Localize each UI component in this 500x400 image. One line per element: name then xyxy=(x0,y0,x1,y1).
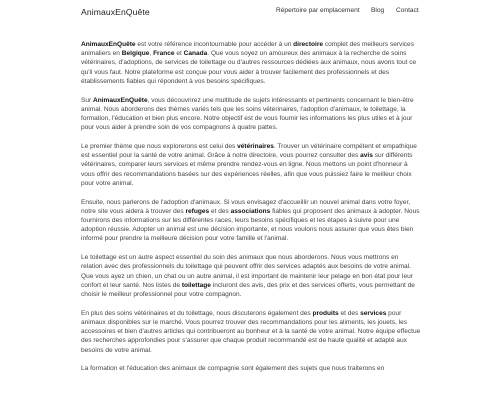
text-run: pour animaux disponibles sur le marché. Vous pourrez trouver des recommandations pour les aliments, les jouets, les accessoires et bien d'autres articles qui contribueront au bonheur et à la santé de votre animal. Notre équipe effectue des recherches approfondies pour s'assurer que chaque produit recommandé est de haute qualité et adapté aux besoins de votre animal. xyxy=(81,309,421,354)
intro-paragraph xyxy=(81,40,421,86)
bold-keyword: toilettage xyxy=(181,281,211,289)
bold-keyword: vétérinaires xyxy=(237,143,274,151)
text-run: est votre référence incontournable pour accéder à un xyxy=(135,41,294,48)
bold-keyword: AnimauxEnQuête xyxy=(81,41,136,48)
bold-keyword: directoire xyxy=(293,41,324,48)
text-run: complet des meilleurs services animaliers en xyxy=(81,41,414,58)
text-run: Ensuite, nous parlerons de l'adoption d'animaux. Si vous envisagez d'accueillir un nouvel animal dans votre foyer, notre site vous aidera à trouver des xyxy=(81,198,411,215)
text-run: et des xyxy=(338,309,361,317)
grooming-paragraph xyxy=(81,253,421,299)
text-run: En plus des soins vétérinaires et du toilettage, nous discuterons également des xyxy=(81,309,313,317)
topics-paragraph xyxy=(81,96,421,133)
bold-keyword: refuges xyxy=(185,207,210,215)
text-run: Sur xyxy=(81,96,94,104)
text-run: . Trouver un vétérinaire compétent et empathique est essentiel pour la santé de votre animal. Grâce à notre directoire, vous pourrez consulter des xyxy=(81,143,417,160)
nav-link-contact[interactable]: Contact xyxy=(396,7,419,14)
bold-keyword: avis xyxy=(360,152,373,160)
bold-keyword: associations xyxy=(230,207,271,215)
bold-keyword: Belgique xyxy=(121,50,150,58)
text-run: et xyxy=(174,50,184,58)
bold-keyword: services xyxy=(360,309,387,317)
text-run: Le premier thème que nous explorerons est celui des xyxy=(81,143,238,151)
text-run: fiables qui proposent des animaux à adopter. Nous fournirons des informations sur les différentes races, leurs besoins spécifiques et les étapes à suivre pour une adoption réussie. Adopter un animal est une décision importante, et nous voulons nous assurer que vous êtes bien informé pour prendre la meilleure décision pour votre famille et l'animal. xyxy=(81,207,420,243)
text-run: , xyxy=(149,50,154,58)
site-header xyxy=(0,0,500,24)
site-logo-link[interactable]: AnimauxEnQuête xyxy=(81,7,150,17)
text-run: sur différents vétérinaires, comparer leurs services et même prendre rendez-vous en ligne. Nous mettons un point d'honneur à vous offrir des recommandations basées sur des expériences réelles, afin que vous puissiez faire le meilleur choix pour votre animal. xyxy=(81,152,413,187)
nav-link-blog[interactable]: Blog xyxy=(371,7,385,14)
text-run: . Que vous soyez un amoureux des animaux à la recherche de soins vétérinaires, d'adoptions, de services de toilettage ou d'autres ressources dédiées aux animaux, nous avons tout ce qu'il vous faut. Notre plateforme est conçue pour vous aider à trouver facilement des professionnels et des établissements fiables qui répondent à vos besoins spécifiques. xyxy=(81,50,417,85)
bold-keyword: France xyxy=(153,50,175,58)
bold-keyword: Canada xyxy=(183,50,208,58)
bold-keyword: AnimauxEnQuête xyxy=(93,96,148,104)
products-paragraph xyxy=(81,309,421,355)
text-run: La formation et l'éducation des animaux de compagnie sont également des sujets que nous traiterons en xyxy=(81,365,385,373)
text-run: , vous découvrirez une multitude de sujets intéressants et pertinents concernant le bien-être animal. Nous aborderons des thèmes variés tels que les soins vétérinaires, l'adoption d'animaux, le toilettage, la formation, l'éducation et bien plus encore. Notre objectif est de vous fournir les informations les plus utiles et à jour pour vous aider à prendre soin de vos compagnons à quatre pattes. xyxy=(81,96,414,132)
training-paragraph xyxy=(81,364,421,373)
text-run: incluront des avis, des prix et des services offerts, vous permettant de choisir le meilleur professionnel pour votre compagnon. xyxy=(81,281,415,299)
adoption-paragraph xyxy=(81,198,421,244)
veterinarians-paragraph xyxy=(81,142,421,188)
bold-keyword: produits xyxy=(312,309,339,317)
text-run: et des xyxy=(209,207,231,215)
main-nav xyxy=(0,7,500,19)
text-run: Le toilettage est un autre aspect essentiel du soin des animaux que nous aborderons. Nous vous mettrons en relation avec des professionnels du toilettage qui peuvent offrir des services adaptés aux besoins de votre animal. Que vous ayez un chien, un chat ou un autre animal, il est important de maintenir leur pelage en bon état pour leur confort et leur santé. Nos listes de xyxy=(81,254,413,289)
main-content xyxy=(81,40,421,383)
nav-link-directory-by-location[interactable]: Répertoire par emplacement xyxy=(276,7,360,14)
